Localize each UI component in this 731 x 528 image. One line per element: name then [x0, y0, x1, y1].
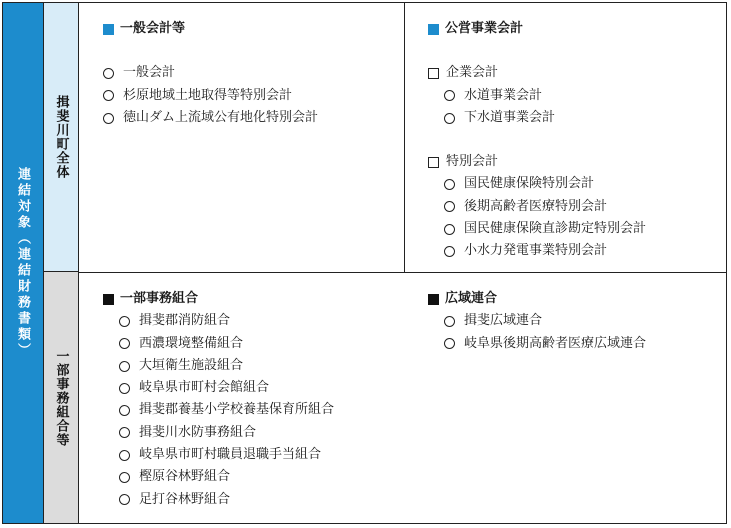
- list-item: 揖斐郡養基小学校養基保育所組合: [103, 399, 334, 421]
- horizontal-divider: [79, 272, 727, 273]
- circle-icon: [444, 201, 455, 212]
- list-item: 岐阜県市町村会館組合: [103, 377, 334, 399]
- list-item: 西濃環境整備組合: [103, 333, 334, 355]
- empty-square-icon: [428, 68, 439, 79]
- circle-icon: [103, 90, 114, 101]
- circle-icon: [119, 427, 130, 438]
- list-item: 徳山ダム上流域公有地化特別会計: [103, 107, 318, 129]
- circle-icon: [119, 494, 130, 505]
- partial-union-title: 一部事務組合: [120, 291, 199, 306]
- circle-icon: [119, 316, 130, 327]
- circle-icon: [119, 472, 130, 483]
- circle-icon: [119, 338, 130, 349]
- list-item: 岐阜県市町村職員退職手当組合: [103, 444, 334, 466]
- list-item: 岐阜県後期高齢者医療広域連合: [428, 333, 646, 355]
- circle-icon: [444, 338, 455, 349]
- vertical-divider: [404, 2, 405, 272]
- list-item: 杉原地域土地取得等特別会計: [103, 85, 318, 107]
- circle-icon: [444, 224, 455, 235]
- public-enterprise-heading: [428, 18, 646, 40]
- list-item: 下水道事業会計: [428, 107, 646, 129]
- list-item: 揖斐広域連合: [428, 310, 646, 332]
- circle-icon: [103, 113, 114, 124]
- circle-icon: [103, 68, 114, 79]
- circle-icon: [444, 246, 455, 257]
- empty-square-icon: [428, 157, 439, 168]
- circle-icon: [444, 179, 455, 190]
- circle-icon: [119, 405, 130, 416]
- general-accounts-title: 一般会計等: [120, 21, 186, 36]
- list-item: 国民健康保険直診勘定特別会計: [428, 218, 646, 240]
- general-accounts-section: [103, 18, 318, 129]
- list-item: 揖斐郡消防組合: [103, 310, 334, 332]
- list-item: 小水力発電事業特別会計: [428, 240, 646, 262]
- partial-union-label: 一部事務組合等: [53, 349, 69, 447]
- town-whole-label: 揖斐川町全体: [53, 94, 69, 179]
- wide-union-title: 広域連合: [445, 291, 498, 306]
- circle-icon: [444, 113, 455, 124]
- list-item: 水道事業会計: [428, 85, 646, 107]
- circle-icon: [444, 316, 455, 327]
- circle-icon: [444, 90, 455, 101]
- circle-icon: [119, 361, 130, 372]
- circle-icon: [119, 450, 130, 461]
- partial-union-section: [103, 288, 334, 511]
- circle-icon: [119, 383, 130, 394]
- blue-square-icon: [103, 24, 114, 35]
- wide-union-section: [428, 288, 646, 355]
- consolidation-scope-label: 連結対象（連結財務書類）: [15, 167, 30, 359]
- public-enterprise-title: 公営事業会計: [445, 21, 524, 36]
- list-item: 一般会計: [103, 62, 318, 84]
- list-item: 樫原谷林野組合: [103, 466, 334, 488]
- list-item: 大垣衛生施設組合: [103, 355, 334, 377]
- general-accounts-heading: [103, 18, 318, 40]
- public-enterprise-section: [428, 18, 646, 263]
- black-square-icon: [103, 294, 114, 305]
- blue-square-icon: [428, 24, 439, 35]
- list-item: 後期高齢者医療特別会計: [428, 196, 646, 218]
- list-item: 揖斐川水防事務組合: [103, 422, 334, 444]
- partial-union-heading: [103, 288, 334, 310]
- wide-union-heading: [428, 288, 646, 310]
- special-accounts-label: 特別会計: [428, 151, 646, 173]
- black-square-icon: [428, 294, 439, 305]
- enterprise-accounts-label: 企業会計: [428, 62, 646, 84]
- list-item: 足打谷林野組合: [103, 489, 334, 511]
- list-item: 国民健康保険特別会計: [428, 173, 646, 195]
